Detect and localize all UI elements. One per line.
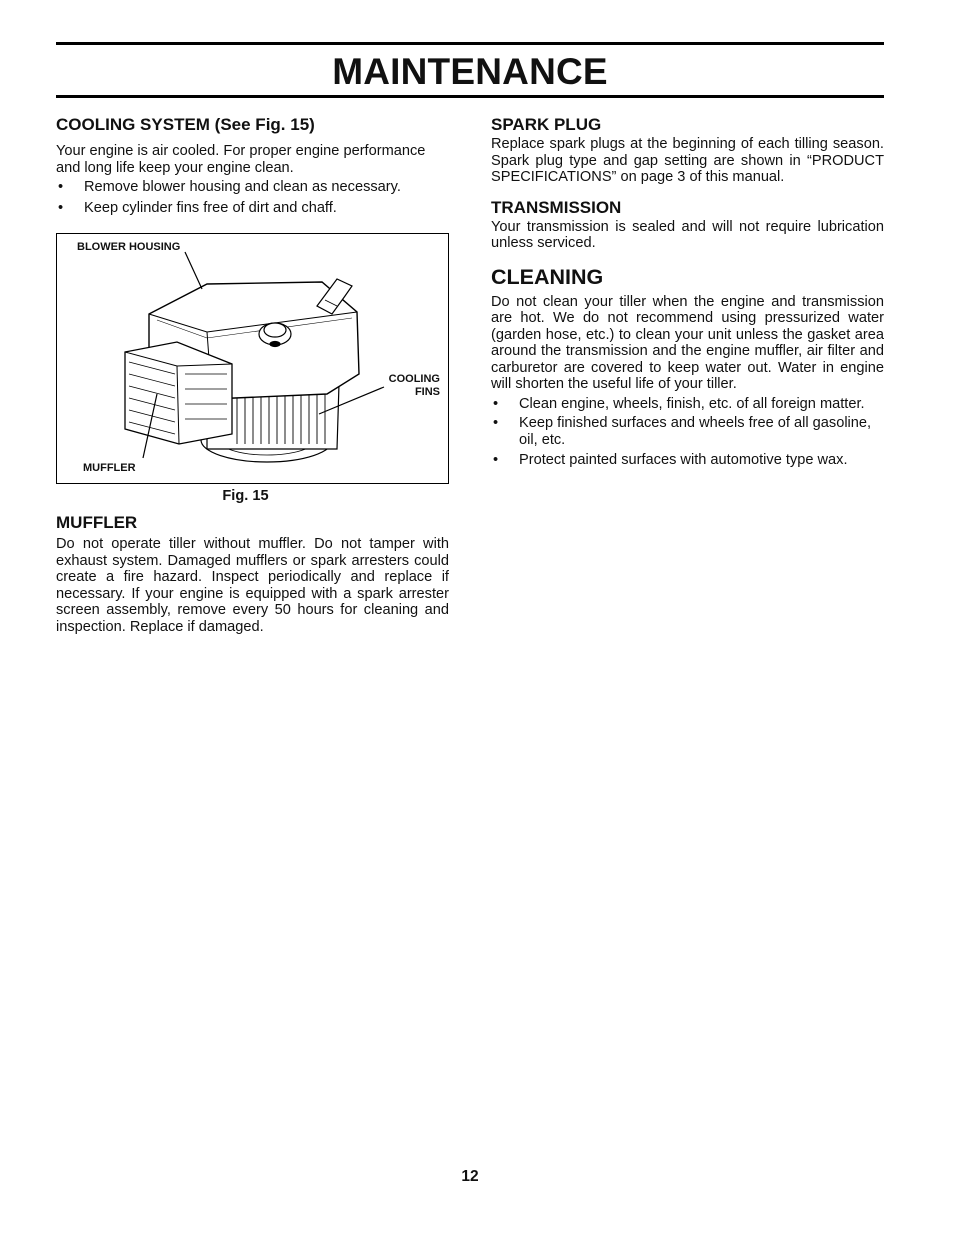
left-column [56,114,449,635]
cooling-system-intro: Your engine is air cooled. For proper engine performance and long life keep your engine clean. [56,143,426,176]
engine-figure [56,233,449,484]
list-item: • Keep finished surfaces and wheels free of all gasoline, oil, etc. [491,415,884,448]
cooling-system-heading: COOLING SYSTEM (See Fig. 15) [56,115,315,134]
cleaning-body: Do not clean your tiller when the engine and transmission are hot. We do not recommend using pressurized water (garden hose, etc.) to clean your unit unless the gasket area around the transmission and the engine muffler, air filter and carburetor are covered to keep water out. Water in engine will shorten the useful life of your tiller. [491,293,884,392]
figure-caption: Fig. 15 [222,488,269,504]
fins-label: FINS [414,386,440,398]
right-column [491,114,884,469]
blower-housing-label: BLOWER HOUSING [77,241,181,253]
cooling-label: COOLING [388,373,440,385]
muffler-heading: MUFFLER [56,513,138,532]
list-item: • Keep cylinder fins free of dirt and chaff. [56,200,449,217]
muffler-part [125,342,232,444]
page-number: 12 [461,1168,479,1185]
list-item: • Protect painted surfaces with automotive type wax. [491,452,884,469]
list-item: • Remove blower housing and clean as necessary. [56,179,449,196]
muffler-body: Do not operate tiller without muffler. Do not tamper with exhaust system. Damaged mufflers or spark arresters could create a fire hazard. Inspect periodically and replace if necessary. If your engine is equipped with a spark arrester screen assembly, remove every 50 hours for cleaning and inspection. Replace if damaged. [56,536,449,635]
muffler-label: MUFFLER [83,462,136,474]
cleaning-bullet-list [491,396,884,469]
list-item: • Clean engine, wheels, finish, etc. of all foreign matter. [491,396,884,413]
cleaning-heading: CLEANING [491,264,604,289]
blower-housing-leader [185,252,202,289]
spark-plug-body: Replace spark plugs at the beginning of each tilling season. Spark plug type and gap setting are shown in “PRODUCT SPECIFICATIONS” on page 3 of this manual. [491,136,884,185]
spark-plug-heading: SPARK PLUG [491,115,602,134]
transmission-heading: TRANSMISSION [491,197,622,217]
cooling-bullet-list [56,179,449,216]
engine-illustration [57,234,448,483]
top-rule [56,42,884,45]
title-underline [56,95,884,98]
page-title: MAINTENANCE [332,51,608,92]
transmission-body: Your transmission is sealed and will not require lubrication unless serviced. [491,218,884,251]
